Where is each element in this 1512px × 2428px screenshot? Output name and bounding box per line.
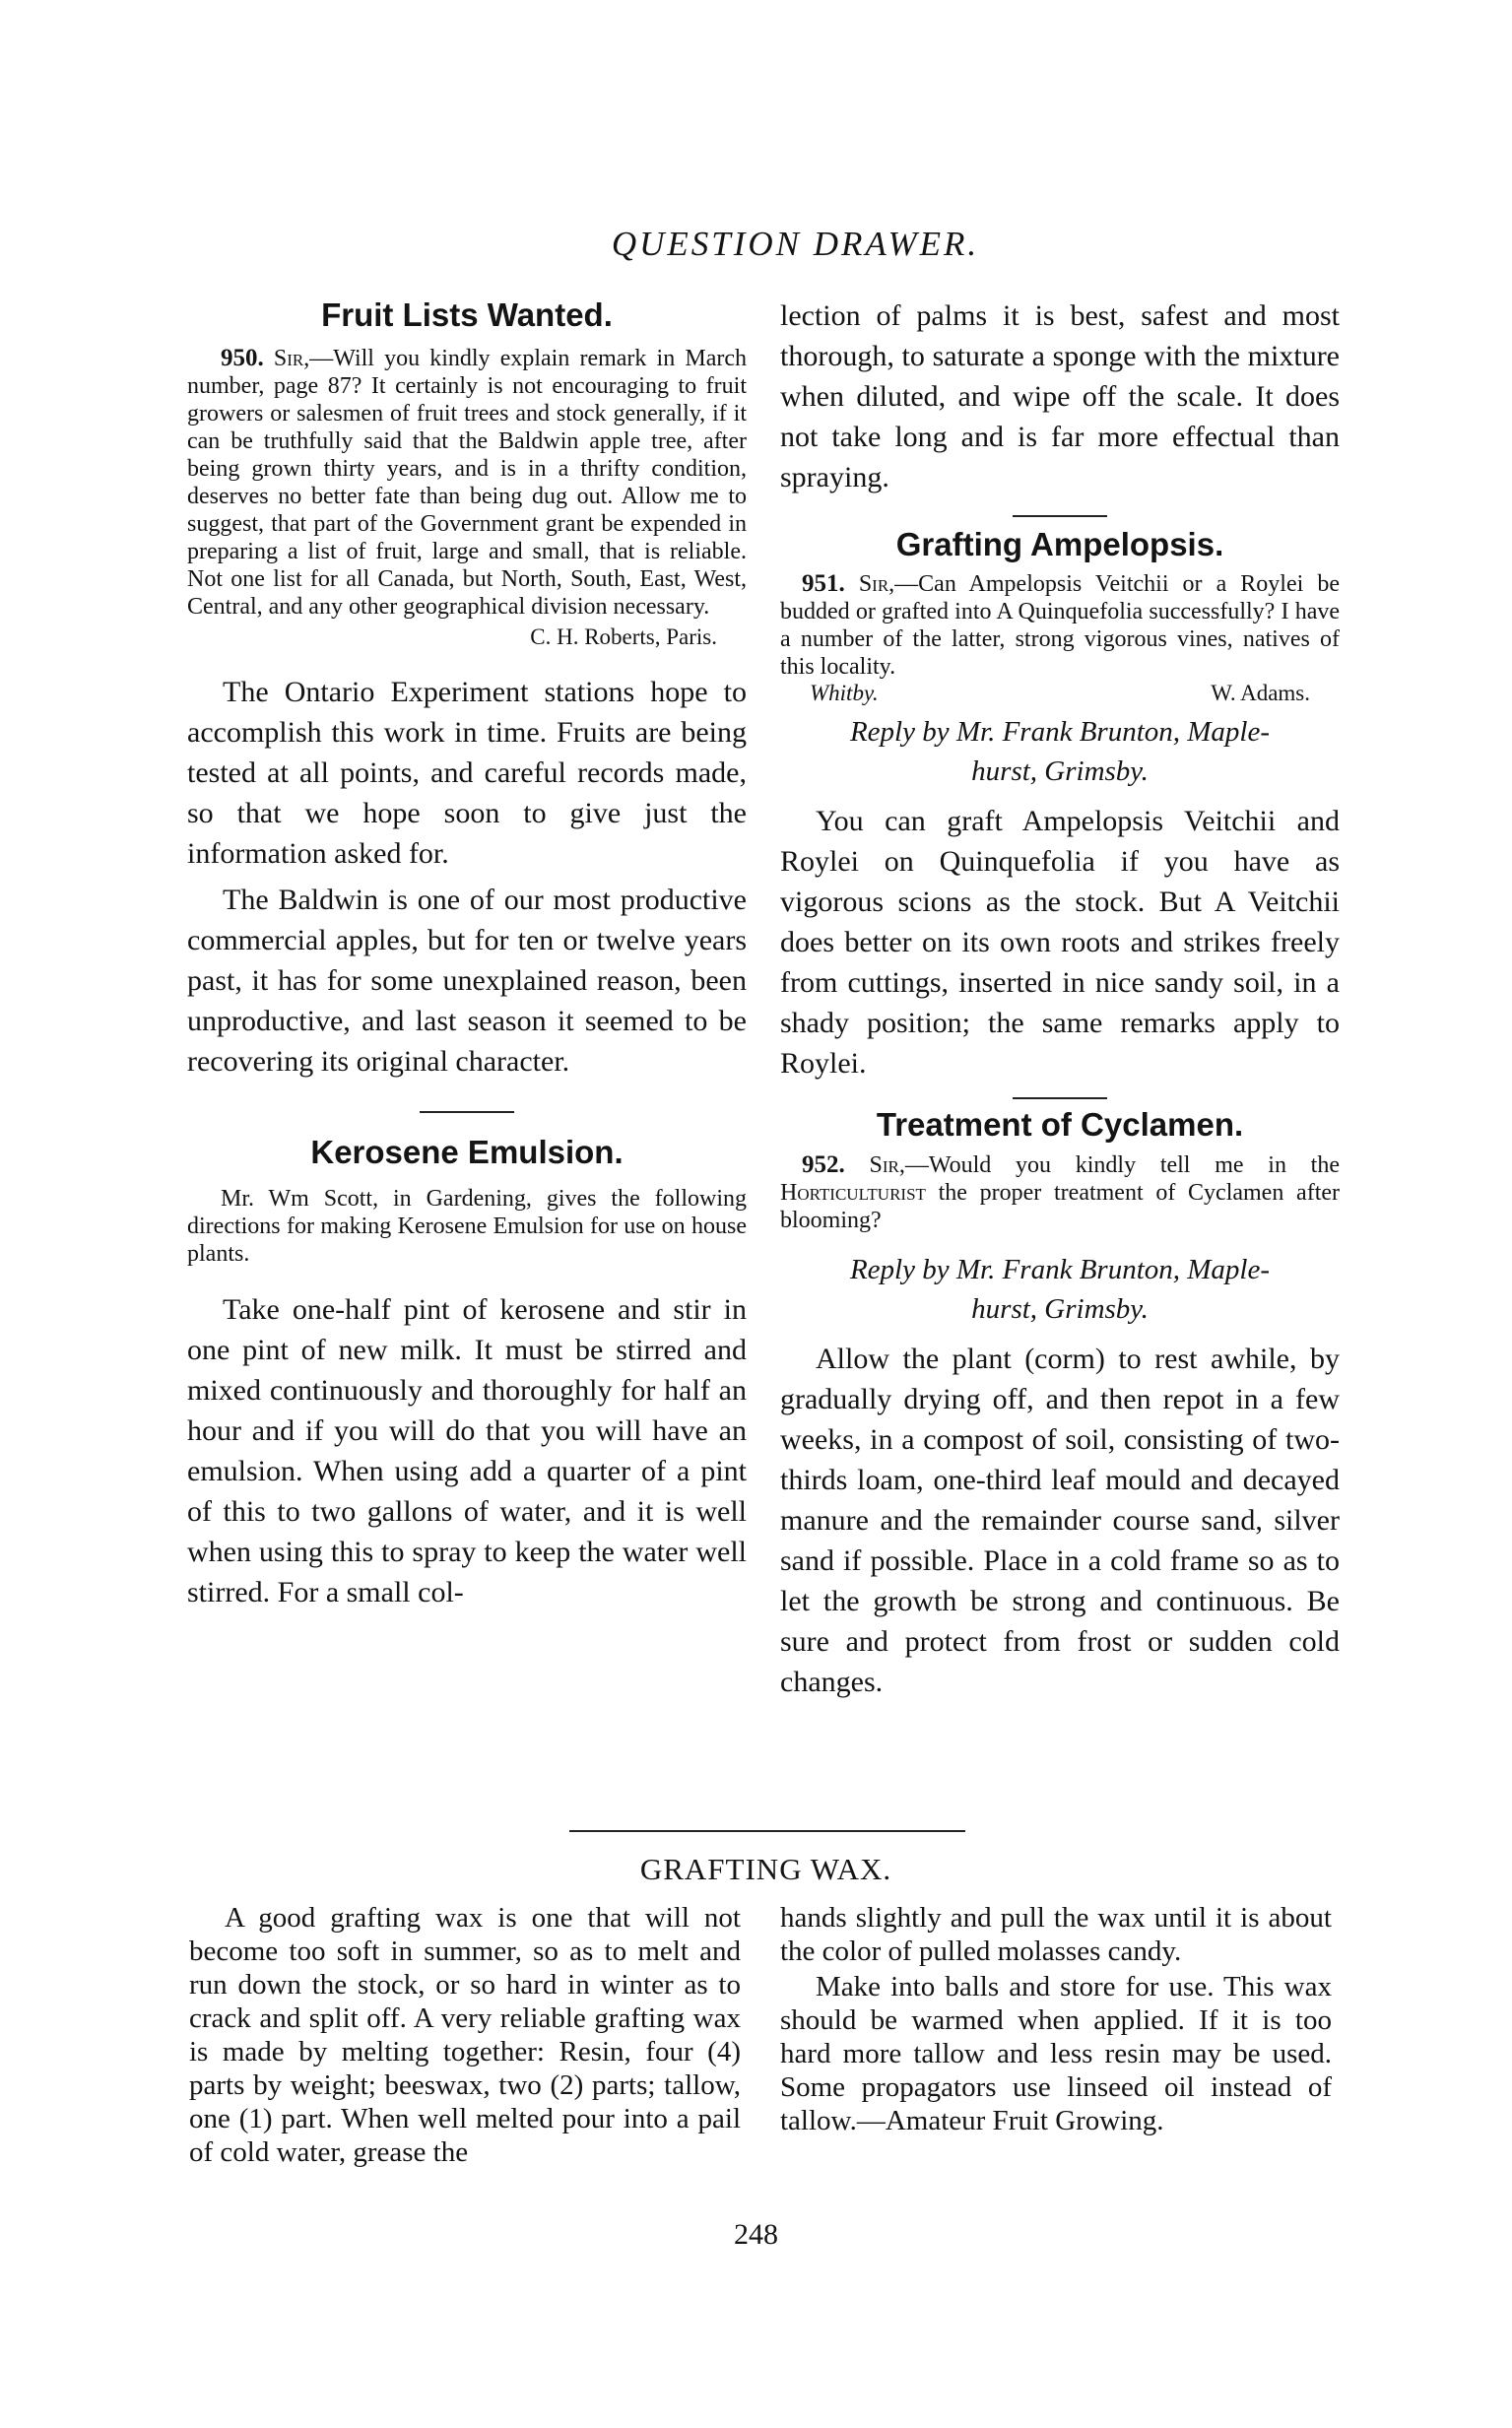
section-header: QUESTION DRAWER. — [611, 225, 980, 263]
question-950 — [187, 345, 747, 621]
question-text: —Can Ampelopsis Veitchii or a Roylei be budded or grafted into A Quinquefolia successfully? I have a number of the latter, strong vigorous vines, natives of this locality. — [780, 570, 1341, 680]
right-column — [780, 295, 1340, 1702]
cyclamen-heading: Treatment of Cyclamen. — [876, 1105, 1244, 1143]
question-number: 950. — [221, 344, 264, 371]
fruit-lists-heading: Fruit Lists Wanted. — [321, 296, 613, 333]
grafting-wax-paragraph: hands slightly and pull the wax until it is about the color of pulled molasses candy. — [780, 1902, 1332, 1967]
reply-line: hurst, Grimsby. — [971, 755, 1149, 787]
answer-paragraph: The Baldwin is one of our most productive commercial apples, but for ten or twelve years past, it has for some unexplained reason, been unproductive, and last season it seemed to be recovering its original character. — [187, 883, 747, 1078]
question-number: 951. — [802, 569, 845, 597]
kerosene-heading: Kerosene Emulsion. — [310, 1133, 624, 1170]
ampelopsis-heading: Grafting Ampelopsis. — [895, 526, 1224, 562]
signature: C. H. Roberts, Paris. — [530, 623, 717, 649]
question-text: —Would you kindly tell me in the — [904, 1152, 1341, 1179]
divider — [569, 1830, 965, 1832]
reply-line: Reply by Mr. Frank Brunton, Maple- — [849, 1254, 1271, 1286]
grafting-wax-left — [189, 1901, 741, 2169]
page-number: 248 — [734, 2218, 778, 2251]
grafting-wax-paragraph: Make into balls and store for use. This wax should be warmed when applied. If it is too hard more tallow and less resin may be used. Some propagators use linseed oil instead of tallow.—Amateur Fruit Growing. — [780, 1971, 1332, 2136]
kerosene-body: Take one-half pint of kerosene and stir in one pint of new milk. It must be stirred and mixed continuously and thoroughly for half an hour and if you will do that you will have an emulsion. When using add a quarter of a pint of this to two gallons of water, and it is well when using this to spray to keep the water well stirred. For a small col- — [187, 1293, 747, 1609]
kerosene-intro: Mr. Wm Scott, in Gardening, gives the following directions for making Kerosene Emulsion for use on house plants. — [187, 1186, 747, 1268]
question-text: —Will you kindly explain remark in March number, page 87? It certainly is not encouraging to fruit growers or salesmen of fruit trees and stock generally, if it can be truthfully said that the Baldwin apple tree, after being grown thirty years, and is in a thrifty condition, deserves no better fate than being dug out. Allow me to suggest, that part of the Government grant be expended in preparing a list of fruit, large and small, that is reliable. Not one list for all Canada, but North, South, East, West, Central, and any other geographical division necessary. — [187, 345, 748, 620]
left-column — [187, 295, 747, 1612]
grafting-wax-right — [780, 1901, 1332, 2137]
place: Whitby. — [810, 680, 879, 705]
grafting-wax-paragraph: A good grafting wax is one that will not become too soft in summer, so as to melt and run down the stock, or so hard in winter as to crack and split off. A very reliable grafting wax is made by melting together: Resin, four (4) parts by weight; beeswax, two (2) parts; tallow, one (1) part. When well melted pour into a pail of cold water, grease the — [189, 1902, 741, 2168]
cyclamen-answer: Allow the plant (corm) to rest awhile, by gradually drying off, and then repot in a few weeks, in a compost of soil, consisting of two-thirds loam, one-third leaf mould and decayed manure and the remainder course sand, silver sand if possible. Place in a cold frame so as to let the growth be strong and continuous. Be sure and protect from frost or sudden cold changes. — [780, 1343, 1340, 1699]
kerosene-continuation: lection of palms it is best, safest and most thorough, to saturate a sponge with the mixture when diluted, and wipe off the scale. It does not take long and is far more effectual than spraying. — [780, 299, 1340, 493]
question-952 — [780, 1151, 1340, 1234]
signature-line — [780, 681, 1340, 706]
salutation: Sir, — [869, 1152, 905, 1179]
question-text: the proper treatment of Cyclamen after blooming? — [780, 1180, 1340, 1234]
reply-line: Reply by Mr. Frank Brunton, Maple- — [849, 715, 1271, 748]
grafting-wax-heading: GRAFTING WAX. — [639, 1852, 892, 1886]
question-951 — [780, 570, 1340, 681]
journal-name: Horticulturist — [780, 1180, 926, 1207]
reply-line: hurst, Grimsby. — [971, 1293, 1149, 1326]
question-number: 952. — [802, 1151, 845, 1179]
ampelopsis-answer: You can graft Ampelopsis Veitchii and Roylei on Quinquefolia if you have as vigorous scions as the stock. But A Veitchii does better on its own roots and strikes freely from cuttings, inserted in nice sandy soil, in a shady position; the same remarks apply to Roylei. — [780, 804, 1340, 1080]
salutation: Sir, — [273, 345, 310, 371]
signature: W. Adams. — [1211, 680, 1310, 705]
salutation: Sir, — [858, 570, 895, 597]
answer-paragraph: The Ontario Experiment stations hope to accomplish this work in time. Fruits are being tested at all points, and careful records made, so that we hope soon to give just the information asked for. — [187, 675, 747, 870]
